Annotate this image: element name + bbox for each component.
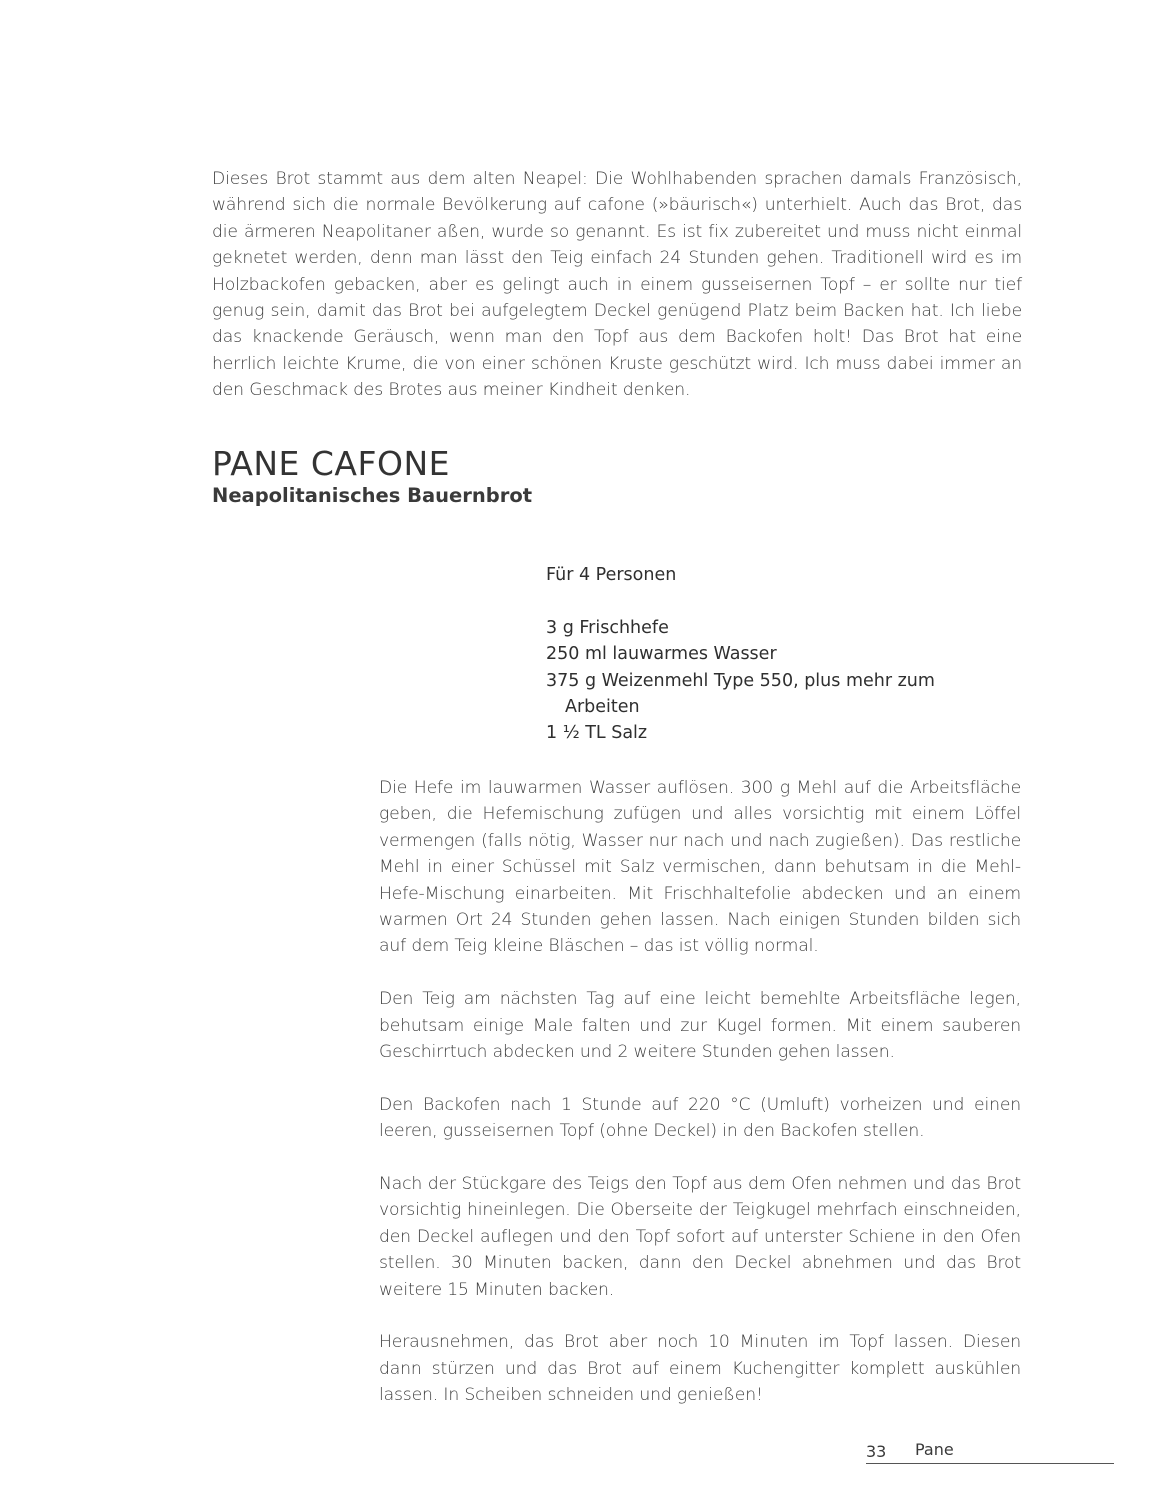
recipe-subtitle: Neapolitanisches Bauernbrot xyxy=(212,484,533,507)
ingredients-block xyxy=(546,562,966,747)
step-paragraph: Nach der Stückgare des Teigs den Topf aus dem Ofen nehmen und das Brot vorsichtig hineinlegen. Die Oberseite der Teigkugel mehrfach einschneiden, den Deckel auflegen und den Topf sofort auf unterster Schiene in den Ofen stellen. 30 Minuten backen, dann den Deckel abnehmen und das Brot weitere 15 Minuten backen. xyxy=(379,1174,1021,1300)
ingredient-list xyxy=(546,615,966,747)
ingredient-item: 250 ml lauwarmes Wasser xyxy=(546,644,777,665)
preparation-steps xyxy=(379,775,1021,1435)
servings-label: Für 4 Personen xyxy=(546,565,677,585)
recipe-title: PANE CAFONE xyxy=(212,444,450,483)
page-footer xyxy=(866,1439,1114,1464)
ingredient-item: 1 ½ TL Salz xyxy=(546,723,648,744)
intro-text-block xyxy=(212,166,1022,404)
ingredient-item: 3 g Frischhefe xyxy=(546,617,669,638)
step-paragraph: Den Backofen nach 1 Stunde auf 220 °C (Umluft) vorheizen und einen leeren, gusseisernen Topf (ohne Deckel) in den Backofen stellen. xyxy=(379,1094,1021,1142)
step-paragraph: Den Teig am nächsten Tag auf eine leicht bemehlte Arbeitsfläche legen, behutsam einige Male falten und zur Kugel formen. Mit einem sauberen Geschirrtuch abdecken und 2 weitere Stunden gehen lassen. xyxy=(379,989,1021,1063)
page-number: 33 xyxy=(866,1442,887,1461)
section-name: Pane xyxy=(915,1440,954,1459)
ingredient-item: 375 g Weizenmehl Type 550, plus mehr zum Arbeiten xyxy=(546,670,935,718)
intro-paragraph: Dieses Brot stammt aus dem alten Neapel: Die Wohlhabenden sprachen damals Französisch, während sich die normale Bevölkerung auf cafone (»bäurisch«) unterhielt. Auch das Brot, das die ärmeren Neapolitaner aßen, wurde so genannt. Es ist fix zubereitet und muss nicht einmal geknetet werden, denn man lässt den Teig einfach 24 Stunden gehen. Traditionell wird es im Holzbackofen gebacken, aber es gelingt auch in einem gusseisernen Topf – er sollte nur tief genug sein, damit das Brot bei aufgelegtem Deckel genügend Platz beim Backen hat. Ich liebe das knackende Geräusch, wenn man den Topf aus dem Backofen holt! Das Brot hat eine herrlich leichte Krume, die von einer schönen Kruste geschützt wird. Ich muss dabei immer an den Geschmack des Brotes aus meiner Kindheit denken. xyxy=(212,169,1022,401)
step-paragraph: Die Hefe im lauwarmen Wasser auflösen. 300 g Mehl auf die Arbeitsfläche geben, die Hefemischung zufügen und alles vorsichtig mit einem Löffel vermengen (falls nötig, Wasser nur nach und nach zugießen). Das restliche Mehl in einer Schüssel mit Salz vermischen, dann behutsam in die Mehl-Hefe-Mischung einarbeiten. Mit Frischhaltefolie abdecken und an einem warmen Ort 24 Stunden gehen lassen. Nach einigen Stunden bilden sich auf dem Teig kleine Bläschen – das ist völlig normal. xyxy=(379,778,1021,957)
step-paragraph: Herausnehmen, das Brot aber noch 10 Minuten im Topf lassen. Diesen dann stürzen und das Brot auf einem Kuchengitter komplett auskühlen lassen. In Scheiben schneiden und genießen! xyxy=(379,1332,1021,1406)
